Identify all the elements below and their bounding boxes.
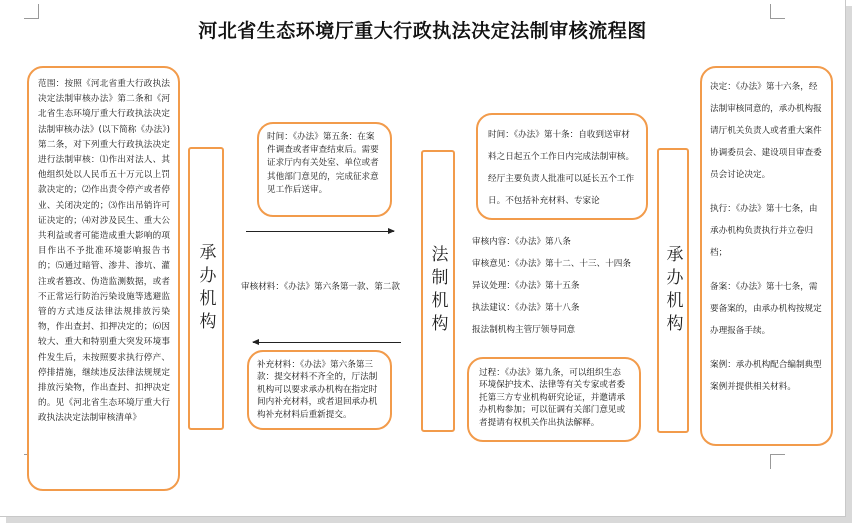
review-opinion: 审核意见：《办法》第十二、十三、十四条 — [472, 259, 631, 269]
objection-handling: 异议处理：《办法》第十五条 — [472, 281, 580, 291]
review-materials-label: 审核材料：《办法》第六条第一款、第二款 — [241, 282, 400, 292]
process-box — [467, 357, 641, 442]
execution-text: 执行：《办法》第十七条，由承办机构负责执行并立卷归档； — [710, 204, 818, 258]
left-org-label: 承办机构 — [195, 242, 216, 335]
review-content: 审核内容：《办法》第八条 — [472, 237, 571, 247]
process-box-text: 过程：《办法》第九条，可以组织生态环境保护技术、法律等有关专家或者委托第三方专业机构研究论证，并邀请承办机构参加；可以征调有关部门意见或者提请有权机关作出执法解释。 — [479, 368, 626, 428]
time-box-left-text: 时间：《办法》第五条：在案件调查或者审查结束后。需要证求厅内有关处室、单位或者其他部门意见的，完成征求意见工作后送审。 — [267, 132, 379, 195]
left-org-box — [188, 147, 224, 430]
scope-box — [27, 66, 180, 491]
filing-text: 备案：《办法》第十七条，需要备案的，由承办机构按规定办理报备手续。 — [710, 282, 822, 336]
supplement-box — [247, 350, 392, 430]
middle-org-box — [421, 150, 455, 432]
crop-mark-bottom-right — [770, 454, 785, 469]
arrow-back-to-org — [253, 342, 401, 343]
supplement-box-text: 补充材料：《办法》第六条第三款：提交材料不齐全的，厅法制机构可以要求承办机构在指定时间内补充材料，或者退回承办机构补充材料后重新提交。 — [257, 360, 378, 420]
scope-text: 范围：按照《河北省重大行政执法决定法制审核办法》第二条和《河北省生态环境厅重大行政执法决定法制审核办法》(以下简称《办法》)第二条，对下列重大行政执法决定进行法制审核：⑴作出对法人、其他组织处以人民币五十万元以上罚款决定的；⑵作出责令停产或者停业、关闭决定的；⑶作出吊销许可证决定的；⑷对涉及民生、重大公共利益或者可能造成重大影响的项目作出不予批准环境影响报告书的；⑸通过暗管、渗井、渗坑、灌注或者篡改、伪造监测数据，或者不正常运行防治污染设施等逃避监管的方式违反法律法规排放污染物，作出查封、扣押决定的；⑹因较大、重大和特别重大突发环境事件发生后，未按照要求执行停产、停排措施，继续违反法律法规规定排放污染物，作出查封、扣押决定的。见《河北省生态环境厅重大行政执法决定法制审核清单》 — [38, 79, 170, 424]
time-box-right-text: 时间：《办法》第十条：自收到送审材料之日起五个工作日内完成法制审核。经厅主要负责人批准可以延长五个工作日。不包括补充材料、专家论 — [488, 130, 635, 206]
case-text: 案例：承办机构配合编制典型案例并提供相关材料。 — [710, 360, 822, 392]
page-title: 河北省生态环境厅重大行政执法决定法制审核流程图 — [198, 20, 647, 42]
right-org-box — [657, 148, 689, 433]
middle-org-label: 法制机构 — [427, 245, 448, 337]
decision-text: 决定：《办法》第十六条，经法制审核同意的，承办机构报请厅机关负责人或者重大案件协调委员会、建设项目审查委员会讨论决定。 — [710, 82, 822, 180]
report-approval: 报法制机构主管厅领导同意 — [472, 325, 576, 335]
enforcement-suggestion: 执法建议：《办法》第十八条 — [472, 303, 580, 313]
time-box-left — [257, 122, 392, 217]
right-sections-box — [700, 66, 833, 446]
arrow-to-legal — [246, 231, 394, 232]
right-org-label: 承办机构 — [662, 244, 683, 337]
time-box-right — [476, 113, 648, 220]
